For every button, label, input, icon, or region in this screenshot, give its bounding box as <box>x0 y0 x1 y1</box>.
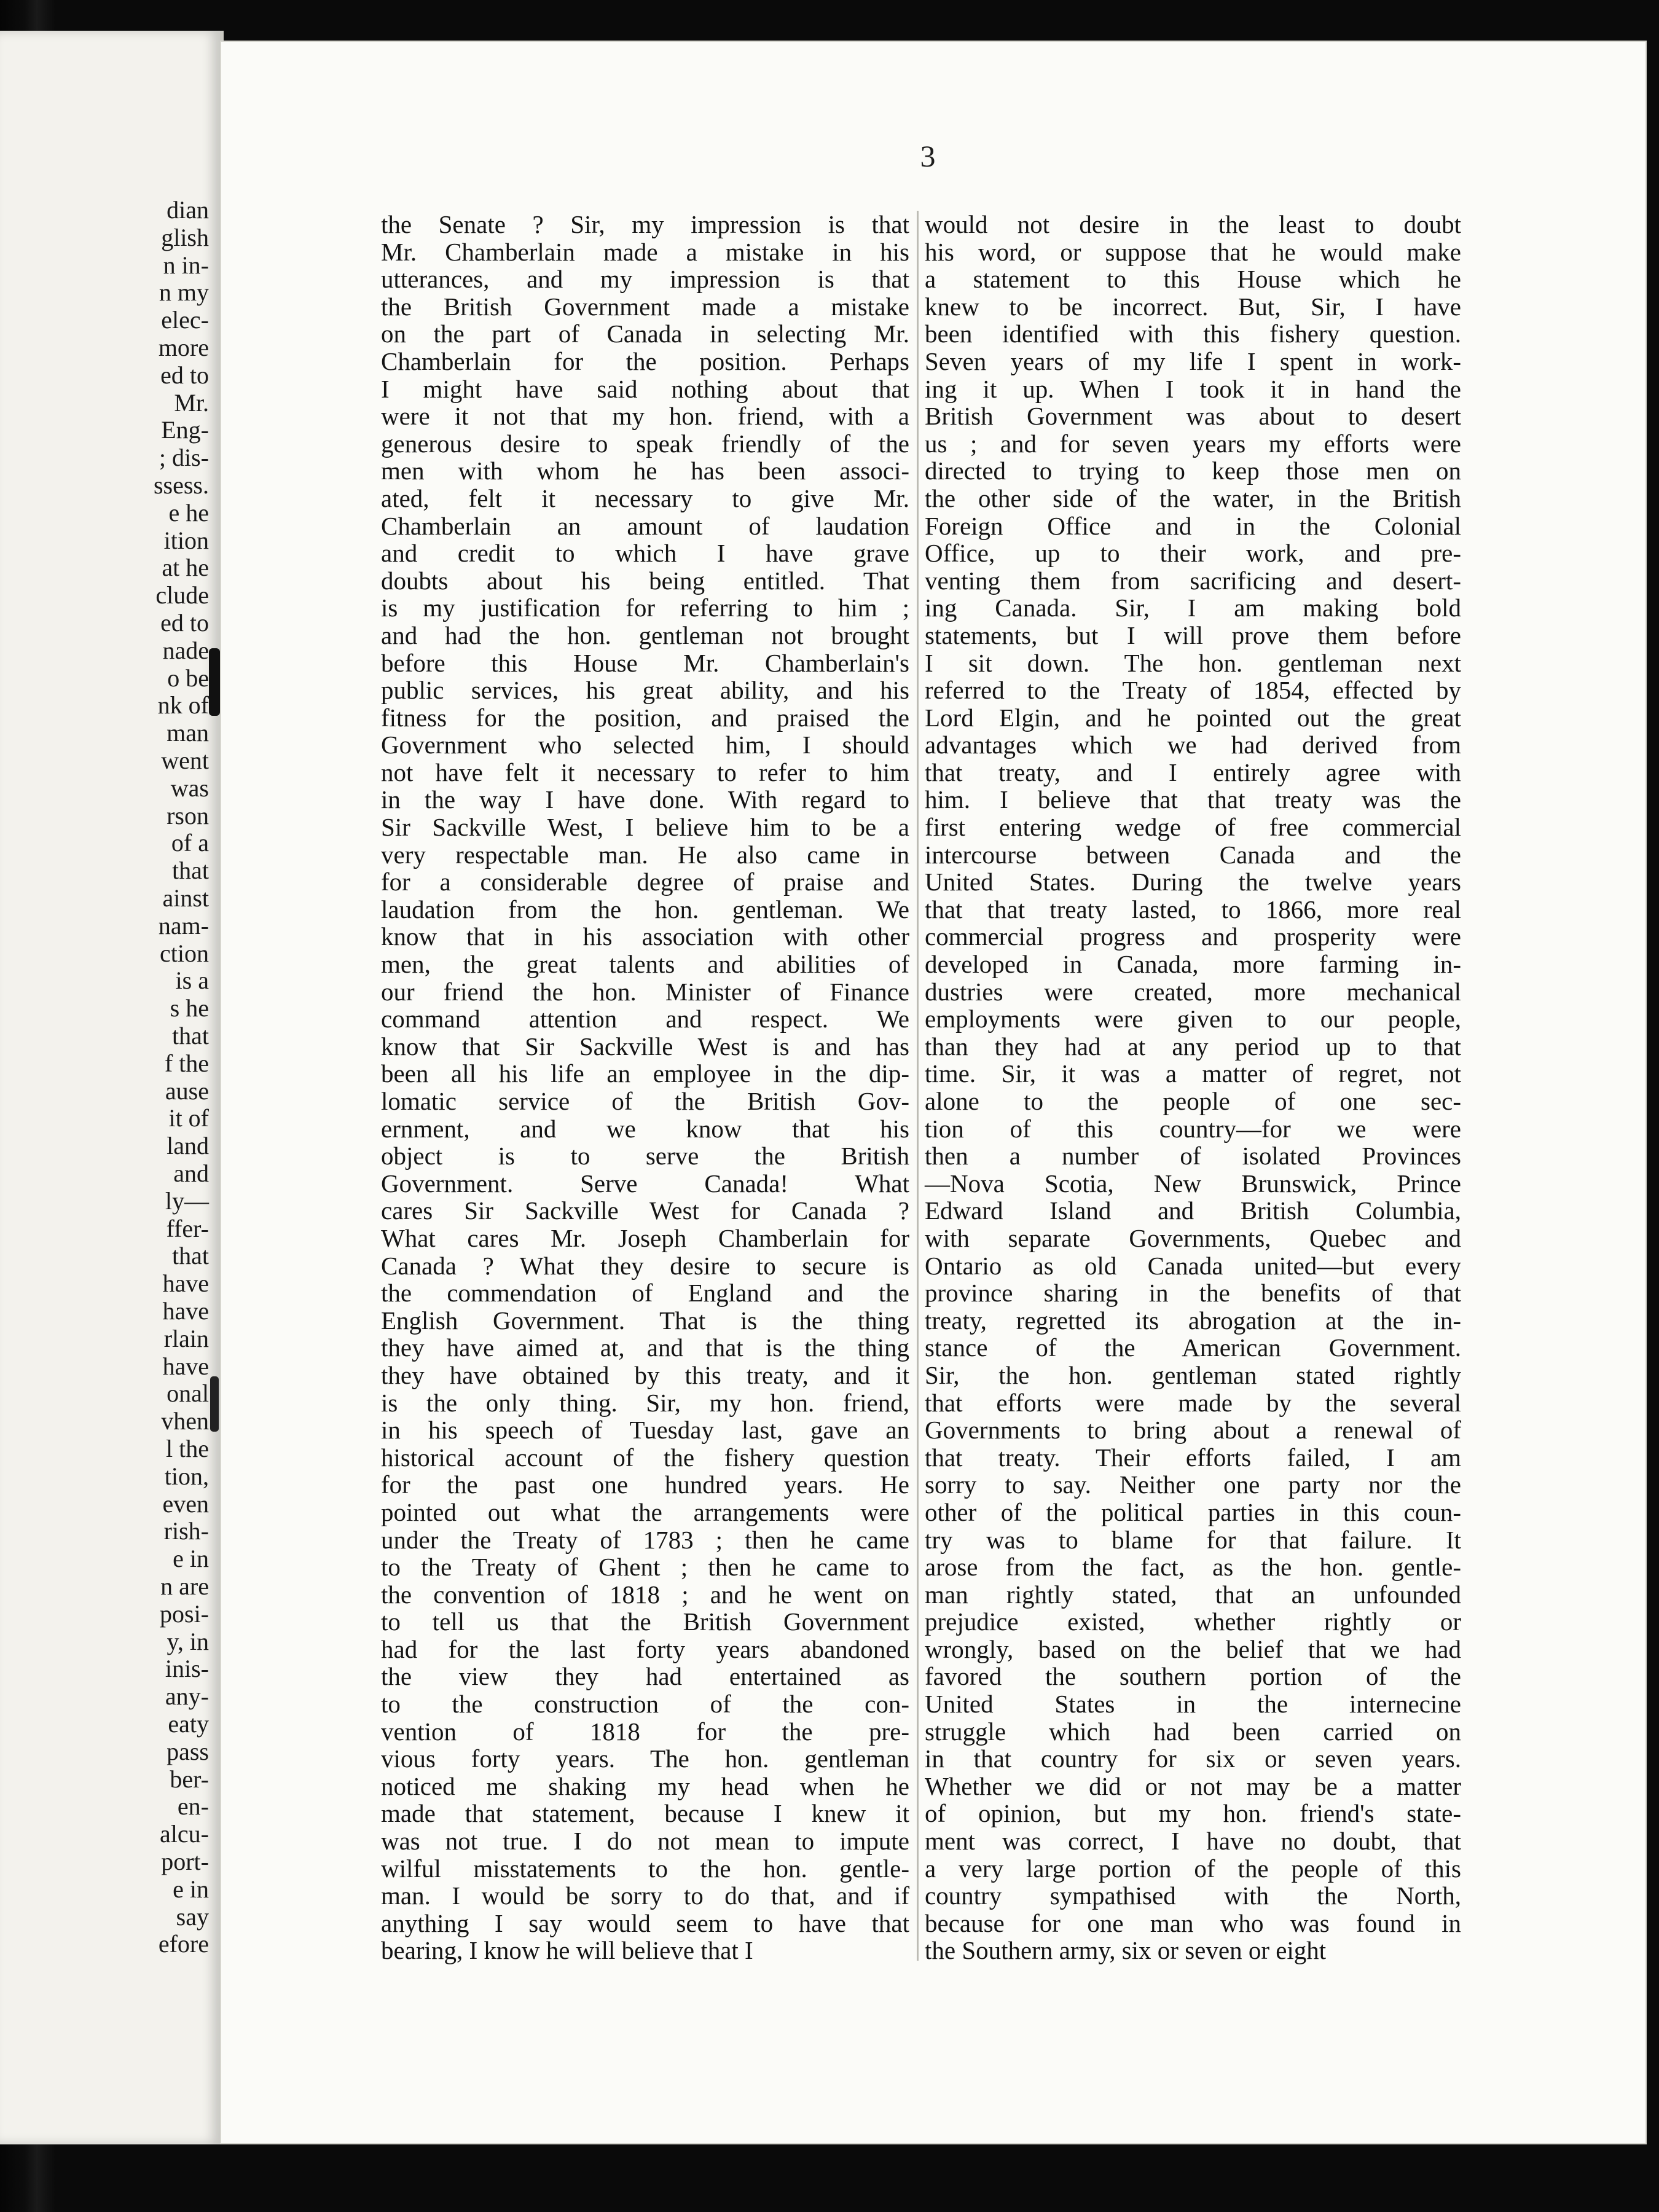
text-line: wilful misstatements to the hon. gentle- <box>381 1854 909 1883</box>
text-line: for the past one hundred years. He <box>381 1470 909 1499</box>
facing-page-text-fragment: n my <box>159 278 209 307</box>
text-line: ated, felt it necessary to give Mr. <box>381 484 909 512</box>
text-line: men, the great talents and abilities of <box>381 950 909 979</box>
binding-shadow <box>210 1376 219 1432</box>
text-line: vention of 1818 for the pre- <box>381 1717 909 1746</box>
text-line: of opinion, but my hon. friend's state- <box>925 1799 1461 1828</box>
text-line: that treaty. Their efforts failed, I am <box>925 1443 1461 1472</box>
text-line: his word, or suppose that he would make <box>925 237 1461 266</box>
text-line: arose from the fact, as the hon. gentle- <box>925 1553 1461 1582</box>
facing-page-text-fragment: of a <box>171 829 209 857</box>
facing-page-text-fragment: nade <box>162 636 209 664</box>
text-line: prejudice existed, whether rightly or <box>925 1607 1461 1636</box>
facing-page-text-fragment: have <box>162 1352 209 1380</box>
facing-page-text-fragment: more <box>158 334 209 361</box>
text-line: alone to the people of one sec- <box>925 1087 1461 1115</box>
text-line: British Government was about to desert <box>925 402 1461 431</box>
text-line: the view they had entertained as <box>381 1662 909 1691</box>
binding-shadow <box>209 648 220 716</box>
text-line: the Senate ? Sir, my impression is that <box>381 210 909 238</box>
facing-page-text-fragment: say <box>176 1902 209 1931</box>
facing-page-text-fragment: dian <box>167 196 209 224</box>
facing-page-text-fragment: eaty <box>168 1710 209 1738</box>
facing-page-text-fragment: pass <box>167 1737 209 1765</box>
text-line: the convention of 1818 ; and he went on <box>381 1580 909 1609</box>
text-line: Mr. Chamberlain made a mistake in his <box>381 237 909 266</box>
facing-page-text-fragment: ssess. <box>153 471 209 499</box>
text-line: is the only thing. Sir, my hon. friend, <box>381 1388 909 1417</box>
facing-page-text-fragment: Eng- <box>161 416 209 444</box>
facing-page-text-fragment: tion, <box>164 1462 209 1490</box>
facing-page-fragment <box>0 31 224 2144</box>
text-line: advantages which we had derived from <box>925 731 1461 759</box>
text-line: commercial progress and prosperity were <box>925 922 1461 951</box>
facing-page-text-fragment: l the <box>166 1435 209 1462</box>
text-line: treaty, regretted its abrogation at the in- <box>925 1306 1461 1335</box>
facing-page-text-fragment: s he <box>170 994 209 1022</box>
facing-page-text-fragment: it of <box>168 1104 209 1132</box>
facing-page-text-fragment: ; dis- <box>159 444 209 472</box>
facing-page-text-fragment: inis- <box>165 1655 209 1683</box>
text-line: very respectable man. He also came in <box>381 840 909 869</box>
facing-page-text-fragment: e in <box>173 1545 209 1573</box>
text-line: our friend the hon. Minister of Finance <box>381 977 909 1006</box>
text-line: Government who selected him, I should <box>381 731 909 759</box>
text-line: United States in the internecine <box>925 1690 1461 1719</box>
facing-page-text-fragment: ly— <box>165 1186 209 1215</box>
text-line: province sharing in the benefits of that <box>925 1279 1461 1308</box>
text-line: directed to trying to keep those men on <box>925 457 1461 485</box>
facing-page-text-fragment: nam- <box>158 911 209 939</box>
text-line: vious forty years. The hon. gentleman <box>381 1744 909 1773</box>
text-line: man. I would be sorry to do that, and if <box>381 1881 909 1910</box>
text-line: than they had at any period up to that <box>925 1032 1461 1061</box>
facing-page-text-fragment: e in <box>173 1875 209 1903</box>
facing-page-text-fragment: have <box>162 1269 209 1298</box>
text-line: English Government. That is the thing <box>381 1306 909 1335</box>
facing-page-text-fragment: that <box>172 1242 209 1270</box>
facing-page-text-fragment: rlain <box>163 1324 209 1352</box>
page-number: 3 <box>920 139 936 173</box>
text-line: historical account of the fishery question <box>381 1443 909 1472</box>
facing-page-text-fragment: was <box>170 774 209 802</box>
text-line: they have aimed at, and that is the thing <box>381 1333 909 1362</box>
text-line: generous desire to speak friendly of the <box>381 429 909 458</box>
text-line: fitness for the position, and praised the <box>381 703 909 732</box>
text-line: ing Canada. Sir, I am making bold <box>925 594 1461 622</box>
text-line: tion of this country—for we were <box>925 1114 1461 1143</box>
text-line: sorry to say. Neither one party nor the <box>925 1470 1461 1499</box>
text-line: and had the hon. gentleman not brought <box>381 621 909 649</box>
facing-page-text-fragment: en- <box>177 1792 209 1821</box>
text-line: the commendation of England and the <box>381 1279 909 1308</box>
text-line: man rightly stated, that an unfounded <box>925 1580 1461 1609</box>
facing-page-text-fragment: clude <box>155 581 209 610</box>
text-line: to tell us that the British Government <box>381 1607 909 1636</box>
column-divider <box>917 211 919 1961</box>
facing-page-text-fragment: alcu- <box>160 1820 209 1848</box>
facing-page-text-fragment: f the <box>164 1049 209 1077</box>
facing-page-text-fragment: Mr. <box>174 388 209 417</box>
text-line: had for the last forty years abandoned <box>381 1634 909 1663</box>
text-line: the British Government made a mistake <box>381 292 909 321</box>
text-line: bearing, I know he will believe that I <box>381 1936 753 1965</box>
text-line: doubts about his being entitled. That <box>381 566 909 595</box>
facing-page-text-fragment: at he <box>162 554 209 582</box>
text-line: him. I believe that that treaty was the <box>925 785 1461 814</box>
text-line: command attention and respect. We <box>381 1005 909 1033</box>
facing-page-text-fragment: nk of <box>157 691 209 720</box>
text-line: in the way I have done. With regard to <box>381 785 909 814</box>
text-line: Government. Serve Canada! What <box>381 1169 909 1198</box>
text-line: because for one man who was found in <box>925 1908 1461 1937</box>
text-line: intercourse between Canada and the <box>925 840 1461 869</box>
text-line: made that statement, because I knew it <box>381 1799 909 1828</box>
facing-page-text-fragment: posi- <box>160 1599 209 1628</box>
facing-page-text-fragment: have <box>162 1297 209 1325</box>
text-column-left <box>381 211 909 1964</box>
text-line: I sit down. The hon. gentleman next <box>925 648 1461 677</box>
facing-page-text-fragment: n in- <box>163 251 209 279</box>
text-line: the Southern army, six or seven or eight <box>925 1936 1327 1965</box>
text-line: laudation from the hon. gentleman. We <box>381 895 909 924</box>
facing-page-text-fragment: ause <box>165 1077 209 1105</box>
facing-page-text-fragment: rish- <box>163 1517 209 1545</box>
text-line: not have felt it necessary to refer to him <box>381 758 909 786</box>
text-column-right <box>925 211 1461 1964</box>
text-line: first entering wedge of free commercial <box>925 813 1461 842</box>
text-line: I might have said nothing about that <box>381 374 909 403</box>
text-line: What cares Mr. Joseph Chamberlain for <box>381 1223 909 1252</box>
text-line: they have obtained by this treaty, and it <box>381 1360 909 1389</box>
text-line: Office, up to their work, and pre- <box>925 539 1461 568</box>
text-line: referred to the Treaty of 1854, effected by <box>925 676 1461 705</box>
facing-page-text-fragment: ction <box>160 939 209 967</box>
facing-page-text-fragment: y, in <box>167 1627 209 1655</box>
text-line: statements, but I will prove them before <box>925 621 1461 649</box>
text-line: that treaty, and I entirely agree with <box>925 758 1461 786</box>
text-line: struggle which had been carried on <box>925 1717 1461 1746</box>
text-line: time. Sir, it was a matter of regret, not <box>925 1059 1461 1088</box>
text-line: utterances, and my impression is that <box>381 265 909 294</box>
text-line: Sir, the hon. gentleman stated rightly <box>925 1360 1461 1389</box>
facing-page-text-fragment: o be <box>167 664 209 692</box>
facing-page-text-fragment: port- <box>161 1848 209 1875</box>
facing-page-text-fragment: efore <box>158 1930 209 1958</box>
facing-page-text-fragment: n are <box>160 1572 209 1600</box>
text-line: before this House Mr. Chamberlain's <box>381 648 909 677</box>
text-line: the other side of the water, in the British <box>925 484 1461 512</box>
text-line: Chamberlain an amount of laudation <box>381 511 909 540</box>
text-line: then a number of isolated Provinces <box>925 1142 1461 1171</box>
text-line: men with whom he has been associ- <box>381 457 909 485</box>
text-line: other of the political parties in this coun- <box>925 1497 1461 1526</box>
text-line: in that country for six or seven years. <box>925 1744 1461 1773</box>
text-line: for a considerable degree of praise and <box>381 868 909 896</box>
facing-page-text-fragment: ffer- <box>166 1214 209 1242</box>
facing-page-text-fragment: and <box>173 1159 209 1187</box>
text-line: pointed out what the arrangements were <box>381 1497 909 1526</box>
text-line: public services, his great ability, and his <box>381 676 909 705</box>
text-line: and credit to which I have grave <box>381 539 909 568</box>
facing-page-text-fragment: that <box>172 857 209 885</box>
facing-page-text-fragment: any- <box>165 1682 209 1711</box>
text-line: on the part of Canada in selecting Mr. <box>381 320 909 348</box>
facing-page-text-fragment: vhen <box>161 1407 209 1435</box>
facing-page-text-fragment: man <box>167 719 209 747</box>
text-line: were it not that my hon. friend, with a <box>381 402 909 431</box>
text-line: in his speech of Tuesday last, gave an <box>381 1416 909 1445</box>
facing-page-text-fragment: is a <box>175 967 209 995</box>
text-line: developed in Canada, more farming in- <box>925 950 1461 979</box>
facing-page-text-fragment: ainst <box>162 884 209 912</box>
facing-page-text-fragment: ed to <box>160 609 209 637</box>
facing-page-text-fragment: onal <box>167 1379 209 1408</box>
text-line: would not desire in the least to doubt <box>925 210 1461 238</box>
text-line: ing it up. When I took it in hand the <box>925 374 1461 403</box>
text-line: employments were given to our people, <box>925 1005 1461 1033</box>
text-line: know that in his association with other <box>381 922 909 951</box>
text-line: ment was correct, I have no doubt, that <box>925 1827 1461 1856</box>
text-line: wrongly, based on the belief that we had <box>925 1634 1461 1663</box>
text-line: with separate Governments, Quebec and <box>925 1223 1461 1252</box>
text-line: Foreign Office and in the Colonial <box>925 511 1461 540</box>
facing-page-text-fragment: e he <box>168 498 209 527</box>
text-line: dustries were created, more mechanical <box>925 977 1461 1006</box>
text-line: knew to be incorrect. But, Sir, I have <box>925 292 1461 321</box>
facing-page-text-fragment: ition <box>163 526 209 554</box>
facing-page-text-fragment: ed to <box>160 361 209 389</box>
facing-page-text-fragment: even <box>162 1489 209 1518</box>
facing-page-text-fragment: land <box>167 1132 209 1160</box>
text-line: to the Treaty of Ghent ; then he came to <box>381 1553 909 1582</box>
text-line: lomatic service of the British Gov- <box>381 1087 909 1115</box>
text-line: object is to serve the British <box>381 1142 909 1171</box>
text-line: ernment, and we know that his <box>381 1114 909 1143</box>
text-line: Ontario as old Canada united—but every <box>925 1251 1461 1280</box>
text-line: venting them from sacrificing and desert- <box>925 566 1461 595</box>
text-line: Governments to bring about a renewal of <box>925 1416 1461 1445</box>
facing-page-text-fragment: glish <box>161 223 209 251</box>
text-line: Chamberlain for the position. Perhaps <box>381 347 909 375</box>
facing-page-text-fragment: went <box>161 747 209 774</box>
text-line: Sir Sackville West, I believe him to be a <box>381 813 909 842</box>
facing-page-text-fragment: rson <box>167 801 209 830</box>
text-line: Edward Island and British Columbia, <box>925 1196 1461 1225</box>
text-line: cares Sir Sackville West for Canada ? <box>381 1196 909 1225</box>
text-line: stance of the American Government. <box>925 1333 1461 1362</box>
text-line: a statement to this House which he <box>925 265 1461 294</box>
text-line: favored the southern portion of the <box>925 1662 1461 1691</box>
text-line: was not true. I do not mean to impute <box>381 1827 909 1856</box>
text-line: Seven years of my life I spent in work- <box>925 347 1461 375</box>
text-line: that that treaty lasted, to 1866, more real <box>925 895 1461 924</box>
text-line: been all his life an employee in the dip- <box>381 1059 909 1088</box>
facing-page-text-fragment: that <box>172 1022 209 1049</box>
text-line: United States. During the twelve years <box>925 868 1461 896</box>
text-line: country sympathised with the North, <box>925 1881 1461 1910</box>
text-line: Lord Elgin, and he pointed out the great <box>925 703 1461 732</box>
text-line: been identified with this fishery question. <box>925 320 1461 348</box>
text-line: is my justification for referring to him ; <box>381 594 909 622</box>
text-line: that efforts were made by the several <box>925 1388 1461 1417</box>
text-line: under the Treaty of 1783 ; then he came <box>381 1525 909 1554</box>
facing-page-text-fragment: elec- <box>161 306 209 334</box>
text-line: —Nova Scotia, New Brunswick, Prince <box>925 1169 1461 1198</box>
text-line: noticed me shaking my head when he <box>381 1771 909 1800</box>
text-line: us ; and for seven years my efforts were <box>925 429 1461 458</box>
text-line: to the construction of the con- <box>381 1690 909 1719</box>
text-line: know that Sir Sackville West is and has <box>381 1032 909 1061</box>
facing-page-text-fragment: ber- <box>170 1765 209 1793</box>
text-line: anything I say would seem to have that <box>381 1908 909 1937</box>
text-line: try was to blame for that failure. It <box>925 1525 1461 1554</box>
text-line: a very large portion of the people of this <box>925 1854 1461 1883</box>
text-line: Canada ? What they desire to secure is <box>381 1251 909 1280</box>
text-line: Whether we did or not may be a matter <box>925 1771 1461 1800</box>
